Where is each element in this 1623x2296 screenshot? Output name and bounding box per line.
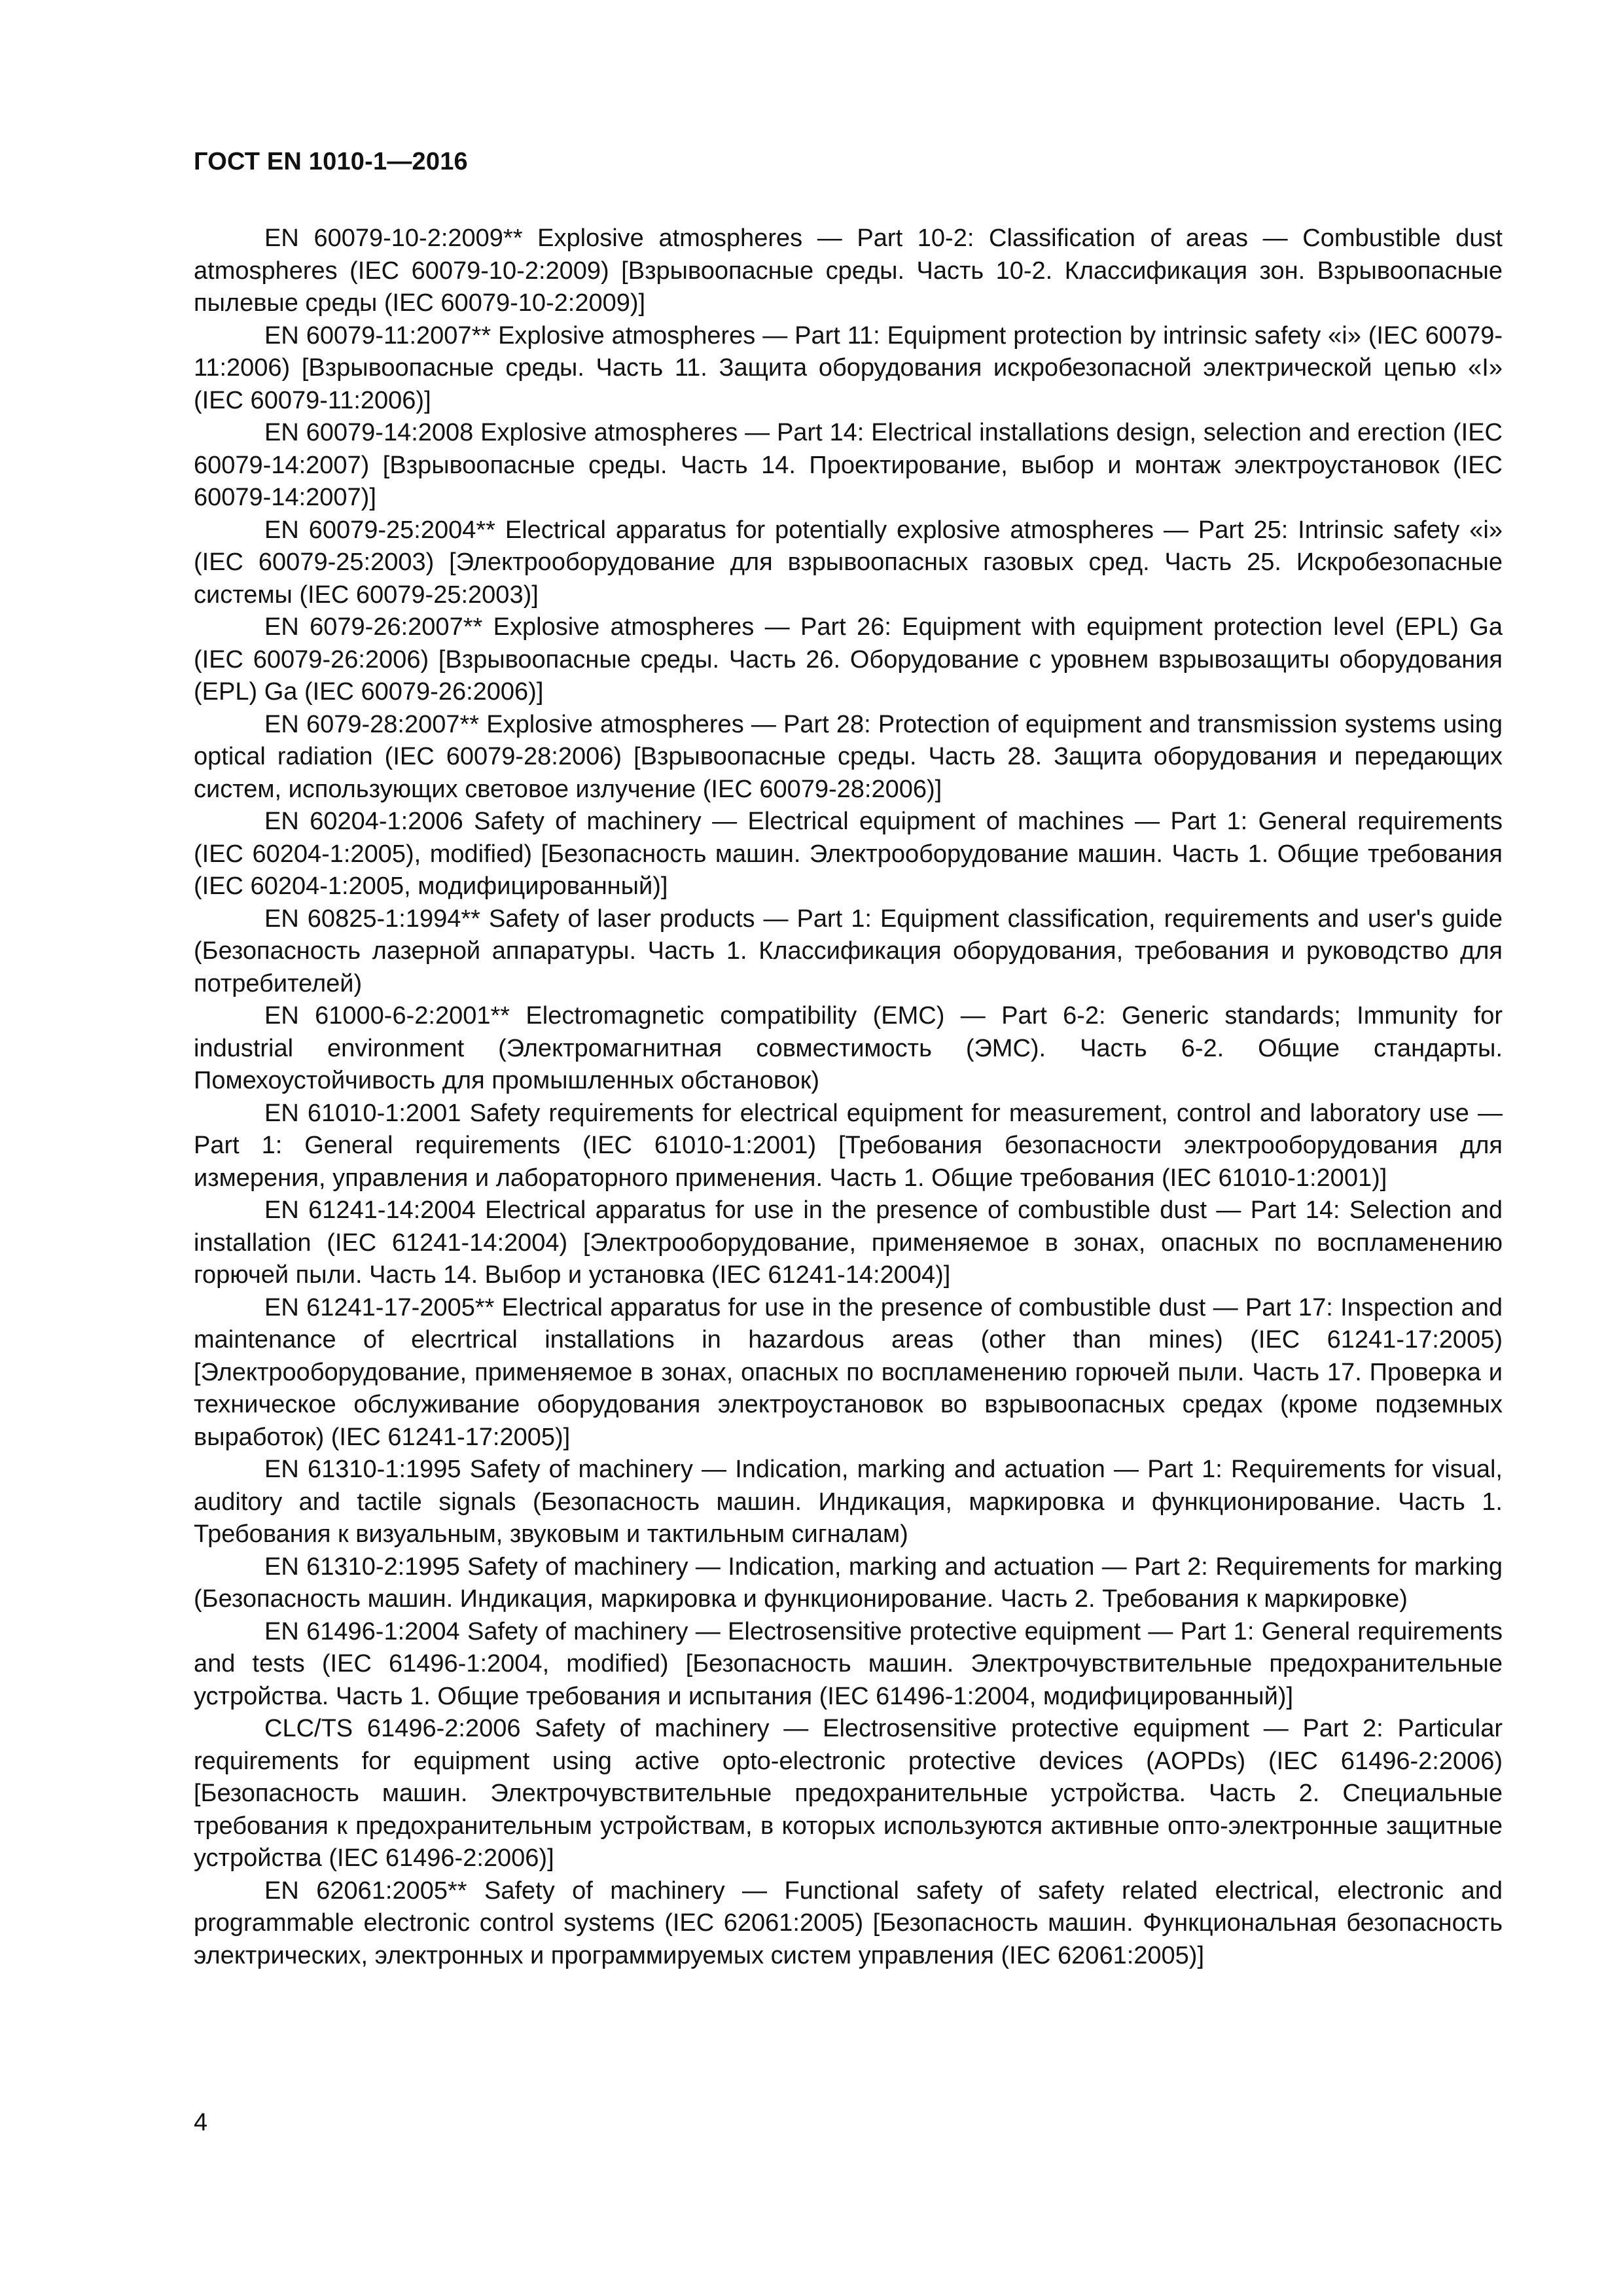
reference-entry-en-61010-1: EN 61010-1:2001 Safety requirements for electrical equipment for measurement, control and laboratory use — Part 1: General requirements (IEC 61010-1:2001) [Требования безопасности электрооборудования для измерения, управления и лабораторного применения. Часть 1. Общие требования (IEC 61010-1:2001)] — [194, 1099, 1503, 1192]
reference-entry-en-61241-14: EN 61241-14:2004 Electrical apparatus for use in the presence of combustible dust — Part 14: Selection and installation (IEC 61241-14:2004) [Электрооборудование, применяемое в зонах, опасных по воспламенению горючей пыли. Часть 14. Выбор и установка (IEC 61241-14:2004)] — [194, 1196, 1503, 1289]
reference-entry-en-60825-1: EN 60825-1:1994** Safety of laser products — Part 1: Equipment classification, requirements and user's guide (Безопасность лазерной аппаратуры. Часть 1. Классификация оборудования, требования и руководство для потребителей) — [194, 905, 1503, 997]
reference-entry-en-62061: EN 62061:2005** Safety of machinery — Functional safety of safety related electrical, electronic and programmable electronic control systems (IEC 62061:2005) [Безопасность машин. Функциональная безопасность электрических, электронных и программируемых систем управления (IEC 62061:2005)] — [194, 1876, 1503, 1969]
reference-entry-en-61310-1: EN 61310-1:1995 Safety of machinery — Indication, marking and actuation — Part 1: Requirements for visual, auditory and tactile signals (Безопасность машин. Индикация, маркировка и функционирование. Часть 1. Требования к визуальным, звуковым и тактильным сигналам) — [194, 1456, 1503, 1548]
reference-entry-en-6079-28: EN 6079-28:2007** Explosive atmospheres — Part 28: Protection of equipment and transmission systems using optical radiation (IEC 60079-28:2006) [Взрывоопасные среды. Часть 28. Защита оборудования и передающих систем, использующих световое излучение (IEC 60079-28:2006)] — [194, 710, 1503, 803]
reference-entry-en-61000-6-2: EN 61000-6-2:2001** Electromagnetic compatibility (EMC) — Part 6-2: Generic standards; Immunity for industrial environment (Электромагнитная совместимость (ЭМС). Часть 6-2. Общие стандарты. Помехоустойчивость для промышленных обстановок) — [194, 1002, 1503, 1094]
reference-entry-en-61496-1: EN 61496-1:2004 Safety of machinery — Electrosensitive protective equipment — Part 1: General requirements and tests (IEC 61496-1:2004, modified) [Безопасность машин. Электрочувствительные предохранительные устройства. Часть 1. Общие требования и испытания (IEC 61496-1:2004, модифицированный)] — [194, 1617, 1503, 1710]
reference-entry-en-61241-17: EN 61241-17-2005** Electrical apparatus for use in the presence of combustible dust — Part 17: Inspection and maintenance of elecrtrical installations in hazardous areas (other than mines) (IEC 61241-17:2005) [Электрооборудование, применяемое в зонах, опасных по воспламенению горючей пыли. Часть 17. Проверка и техническое обслуживание оборудования электроустановок во взрывоопасных средах (кроме подземных выработок) (IEC 61241-17:2005)] — [194, 1293, 1503, 1451]
reference-list — [194, 223, 1503, 1972]
reference-entry-en-6079-26: EN 6079-26:2007** Explosive atmospheres — Part 26: Equipment with equipment protection level (EPL) Ga (IEC 60079-26:2006) [Взрывоопасные среды. Часть 26. Оборудование с уровнем взрывозащиты оборудования (EPL) Ga (IEC 60079-26:2006)] — [194, 613, 1503, 706]
document-header: ГОСТ EN 1010-1—2016 — [194, 148, 468, 175]
reference-entry-en-60079-14: EN 60079-14:2008 Explosive atmospheres — Part 14: Electrical installations design, selection and erection (IEC 60079-14:2007) [Взрывоопасные среды. Часть 14. Проектирование, выбор и монтаж электроустановок (IEC 60079-14:2007)] — [194, 419, 1503, 511]
page-number: 4 — [194, 2109, 208, 2136]
reference-entry-en-60079-10-2: EN 60079-10-2:2009** Explosive atmospheres — Part 10-2: Classification of areas — Combustible dust atmospheres (IEC 60079-10-2:2009) [Взрывоопасные среды. Часть 10-2. Классификация зон. Взрывоопасные пылевые среды (IEC 60079-10-2:2009)] — [194, 224, 1503, 317]
reference-entry-en-60079-11: EN 60079-11:2007** Explosive atmospheres — Part 11: Equipment protection by intrinsic safety «i» (IEC 60079-11:2006) [Взрывоопасные среды. Часть 11. Защита оборудования искробезопасной электрической цепью «I» (IEC 60079-11:2006)] — [194, 321, 1503, 414]
reference-entry-en-60204-1: EN 60204-1:2006 Safety of machinery — Electrical equipment of machines — Part 1: General requirements (IEC 60204-1:2005), modified) [Безопасность машин. Электрооборудование машин. Часть 1. Общие требования (IEC 60204-1:2005, модифицированный)] — [194, 808, 1503, 900]
reference-entry-en-60079-25: EN 60079-25:2004** Electrical apparatus for potentially explosive atmospheres — Part 25: Intrinsic safety «i» (IEC 60079-25:2003) [Электрооборудование для взрывоопасных газовых сред. Часть 25. Искробезопасные системы (IEC 60079-25:2003)] — [194, 516, 1503, 609]
reference-entry-clc-ts-61496-2: CLC/TS 61496-2:2006 Safety of machinery — Electrosensitive protective equipment — Part 2: Particular requirements for equipment using active opto-electronic protective devices (AOPDs) (IEC 61496-2:2006) [Безопасность машин. Электрочувствительные предохранительные устройства. Часть 2. Специальные требования к предохранительным устройствам, в которых используются активные опто-электронные защитные устройства (IEC 61496-2:2006)] — [194, 1715, 1503, 1872]
reference-entry-en-61310-2: EN 61310-2:1995 Safety of machinery — Indication, marking and actuation — Part 2: Requirements for marking (Безопасность машин. Индикация, маркировка и функционирование. Часть 2. Требования к маркировке) — [194, 1552, 1503, 1613]
